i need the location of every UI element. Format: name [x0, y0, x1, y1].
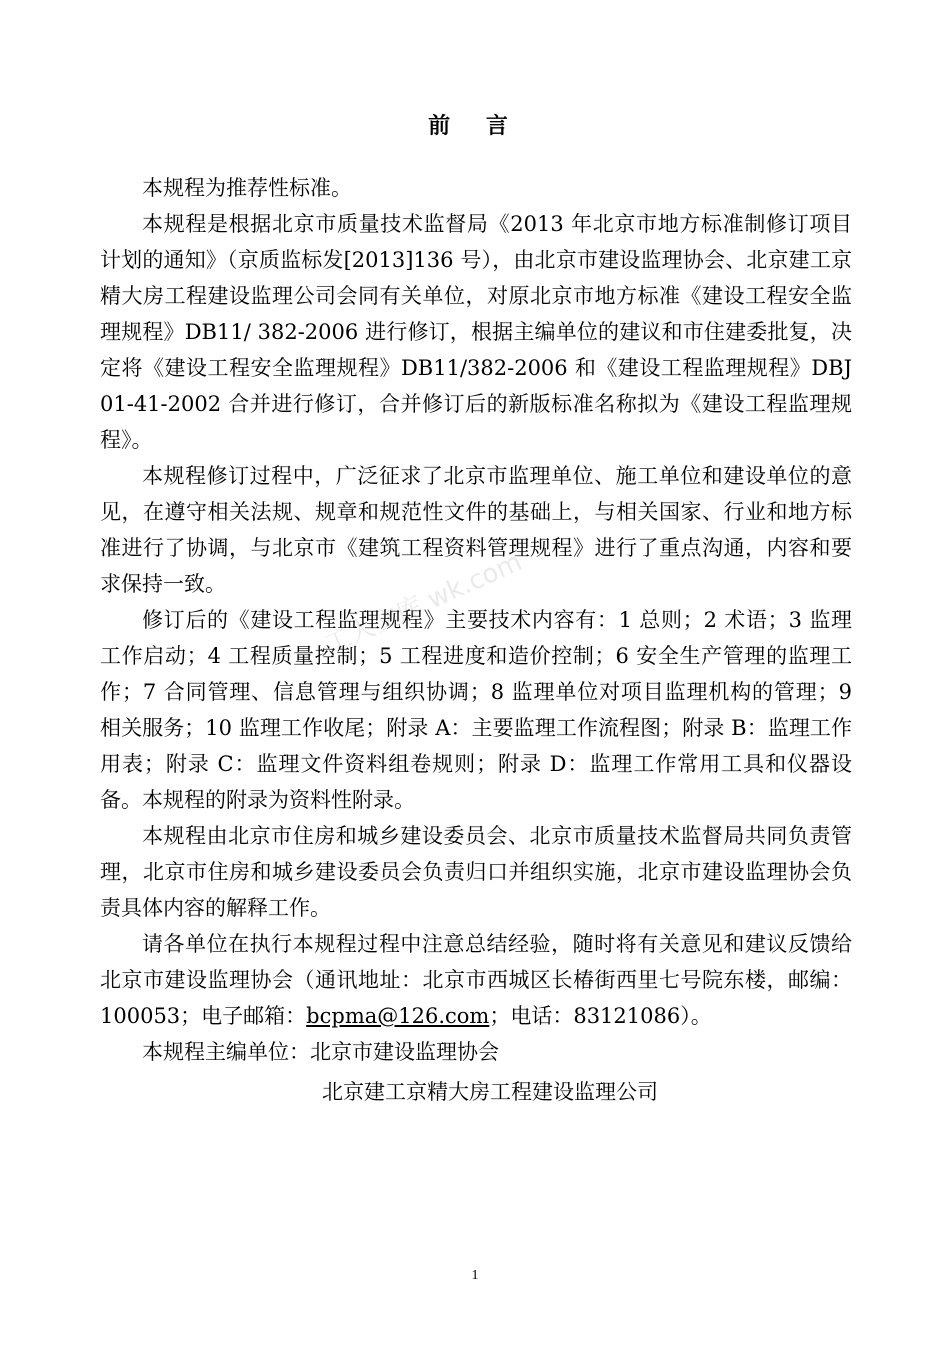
- page-number: 1: [471, 1268, 479, 1283]
- page-title: 前 言: [428, 113, 522, 139]
- document-body: [100, 170, 852, 1110]
- paragraph-feedback: [100, 926, 852, 1034]
- email-link[interactable]: bcpma@126.com: [306, 1004, 490, 1028]
- feedback-contact: ；电话：83121086）。: [489, 1004, 712, 1028]
- paragraph-management: 本规程由北京市住房和城乡建设委员会、北京市质量技术监督局共同负责管理，北京市住房和城乡建设委员会负责归口并组织实施，北京市建设监理协会负责具体内容的解释工作。: [100, 824, 852, 920]
- feedback-text: 请各单位在执行本规程过程中注意总结经验，随时将有关意见和建议反馈给北京市建设监理协会（通讯地址：北京市西城区长椿街西里七号院东楼，邮编：100053；电子邮箱：: [100, 932, 852, 1028]
- paragraph-recommended-standard: 本规程为推荐性标准。: [142, 176, 352, 200]
- chief-editor-line: 本规程主编单位：北京市建设监理协会: [142, 1040, 499, 1064]
- paragraph-revision-basis: 本规程是根据北京市质量技术监督局《2013 年北京市地方标准制修订项目计划的通知》（京质监标发[2013]136 号），由北京市建设监理协会、北京建工京精大房工程建设监理公司会同有关单位，对原北京市地方标准《建设工程安全监理规程》DB11/ 382-2006 进行修订，根据主编单位的建议和市住建委批复，决定将《建设工程安全监理规程》DB11/382-2006 和《建设工程监理规程》DBJ 01-41-2002 合并进行修订，合并修订后的新版标准名称拟为《建设工程监理规程》。: [100, 212, 852, 452]
- watermark: 工人文库 wk.com: [320, 547, 527, 661]
- paragraph-main-contents: 修订后的《建设工程监理规程》主要技术内容有：1 总则；2 术语；3 监理工作启动；4 工程质量控制；5 工程进度和造价控制；6 安全生产管理的监理工作；7 合同管理、信息管理与组织协调；8 监理单位对项目监理机构的管理；9 相关服务；10 监理工作收尾；附录 A：主要监理工作流程图；附录 B：监理工作用表；附录 C：监理文件资料组卷规则；附录 D：监理工作常用工具和仪器设备。本规程的附录为资料性附录。: [100, 608, 852, 812]
- paragraph-consultation: 本规程修订过程中，广泛征求了北京市监理单位、施工单位和建设单位的意见，在遵守相关法规、规章和规范性文件的基础上，与相关国家、行业和地方标准进行了协调，与北京市《建筑工程资料管理规程》进行了重点沟通，内容和要求保持一致。: [100, 464, 852, 596]
- chief-editor-second-org: 北京建工京精大房工程建设监理公司: [322, 1080, 658, 1104]
